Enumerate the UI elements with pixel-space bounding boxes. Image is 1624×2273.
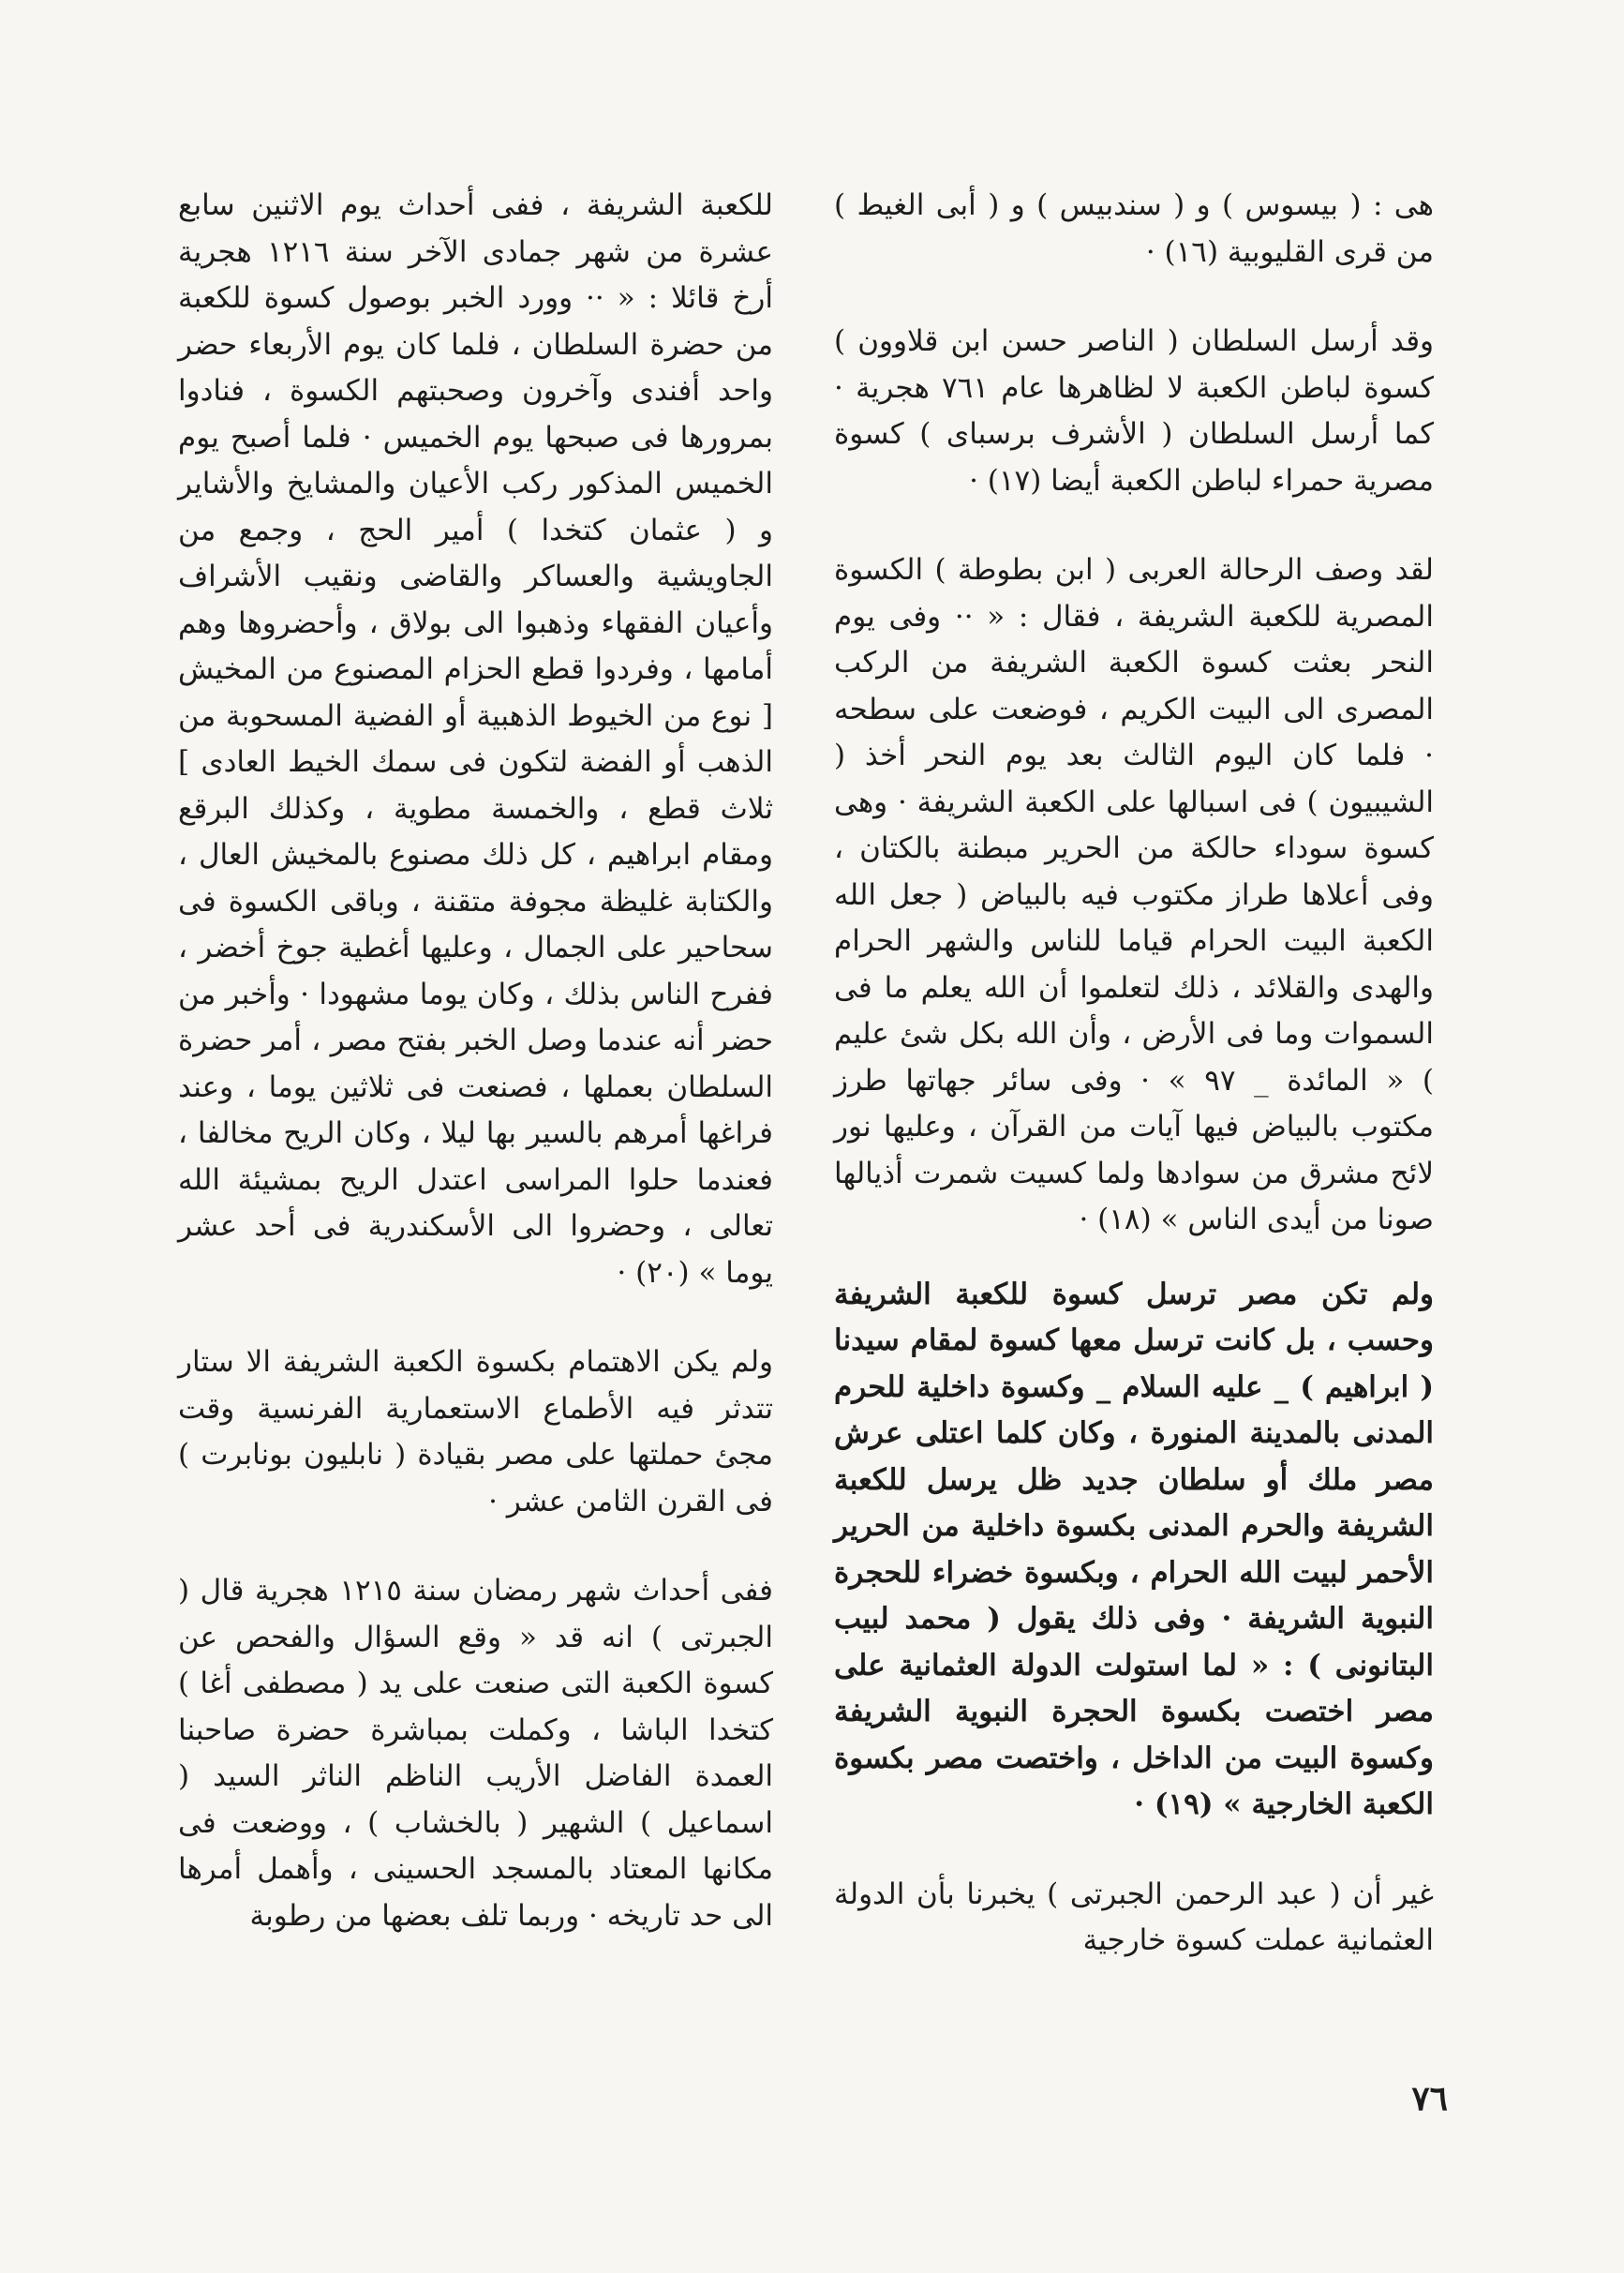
right-text-column <box>834 183 1434 1965</box>
paragraph: لقد وصف الرحالة العربى ( ابن بطوطة ) الكسوة المصرية للكعبة الشريفة ، فقال : « ·· وفى يوم النحر بعثت كسوة الكعبة الشريفة من الركب المصرى الى البيت الكريم ، فوضعت على سطحه · فلما كان اليوم الثالث بعد يوم النحر أخذ ( الشيبيون ) فى اسبالها على الكعبة الشريفة · وهى كسوة سوداء حالكة من الحرير مبطنة بالكتان ، وفى أعلاها طراز مكتوب فيه بالبياض ( جعل الله الكعبة البيت الحرام قياما للناس والشهر الحرام والهدى والقلائد ، ذلك لتعلموا أن الله يعلم ما فى السموات وما فى الأرض ، وأن الله بكل شئ عليم ) « المائدة _ ٩٧ » · وفى سائر جهاتها طرز مكتوب بالبياض فيها آيات من القرآن ، وعليها نور لائح مشرق من سوادها ولما كسيت شمرت أذيالها صونا من أيدى الناس » (١٨) · <box>834 553 1435 1236</box>
paragraph: وقد أرسل السلطان ( الناصر حسن ابن قلاوون ) كسوة لباطن الكعبة لا لظاهرها عام ٧٦١ هجرية · كما أرسل السلطان ( الأشرف برسباى ) كسوة مصرية حمراء لباطن الكعبة أيضا (١٧) · <box>834 324 1434 498</box>
left-text-column <box>178 183 773 1939</box>
paragraph: للكعبة الشريفة ، ففى أحداث يوم الاثنين سابع عشرة من شهر جمادى الآخر سنة ١٢١٦ هجرية أرخ قائلا : « ·· وورد الخبر بوصول كسوة للكعبة من حضرة السلطان ، فلما كان يوم الأربعاء حضر واحد أفندى وآخرون وصحبتهم الكسوة ، فنادوا بمرورها فى صبحها يوم الخميس · فلما أصبح يوم الخميس المذكور ركب الأعيان والمشايخ والأشاير و ( عثمان كتخدا ) أمير الحج ، وجمع من الجاويشية والعساكر والقاضى ونقيب الأشراف وأعيان الفقهاء وذهبوا الى بولاق ، وأحضروها وهم أمامها ، وفردوا قطع الحزام المصنوع من المخيش [ نوع من الخيوط الذهبية أو الفضية المسحوبة من الذهب أو الفضة لتكون فى سمك الخيط العادى ] ثلاث قطع ، والخمسة مطوية ، وكذلك البرقع ومقام ابراهيم ، كل ذلك مصنوع بالمخيش العال ، والكتابة غليظة مجوفة متقنة ، وباقى الكسوة فى سحاحير على الجمال ، وعليها أغطية جوخ أخضر ، ففرح الناس بذلك ، وكان يوما مشهودا · وأخبر من حضر أنه عندما وصل الخبر بفتح مصر ، أمر حضرة السلطان بعملها ، فصنعت فى ثلاثين يوما ، وعند فراغها أمرهم بالسير بها ليلا ، وكان الريح مخالفا ، فعندما حلوا المراسى اعتدل الريح بمشيئة الله تعالى ، وحضروا الى الأسكندرية فى أحد عشر يوما » (٢٠) · <box>178 188 773 1290</box>
paragraph: هى : ( بيسوس ) و ( سندبيس ) و ( أبى الغيط ) من قرى القليوبية (١٦) · <box>834 188 1434 269</box>
paragraph: غير أن ( عبد الرحمن الجبرتى ) يخبرنا بأن الدولة العثمانية عملت كسوة خارجية <box>834 1877 1434 1957</box>
paragraph: ولم يكن الاهتمام بكسوة الكعبة الشريفة الا ستار تتدثر فيه الأطماع الاستعمارية الفرنسية وقت مجئ حملتها على مصر بقيادة ( نابليون بونابرت ) فى القرن الثامن عشر · <box>178 1345 773 1518</box>
page-number: ٧٦ <box>1411 2079 1448 2118</box>
paragraph: ففى أحداث شهر رمضان سنة ١٢١٥ هجرية قال ( الجبرتى ) انه قد « وقع السؤال والفحص عن كسوة الكعبة التى صنعت على يد ( مصطفى أغا ) كتخدا الباشا ، وكملت بمباشرة حضرة صاحبنا العمدة الفاضل الأريب الناظم الناثر السيد ( اسماعيل ) الشهير ( بالخشاب ) ، ووضعت فى مكانها المعتاد بالمسجد الحسينى ، وأهمل أمرها الى حد تاريخه · وربما تلف بعضها من رطوبة <box>178 1574 773 1933</box>
bold-paragraph: ولم تكن مصر ترسل كسوة للكعبة الشريفة وحسب ، بل كانت ترسل معها كسوة لمقام سيدنا ( ابراهيم ) _ عليه السلام _ وكسوة داخلية للحرم المدنى بالمدينة المنورة ، وكان كلما اعتلى عرش مصر ملك أو سلطان جديد ظل يرسل للكعبة الشريفة والحرم المدنى بكسوة داخلية من الحرير الأحمر لبيت الله الحرام ، وبكسوة خضراء للحجرة النبوية الشريفة · وفى ذلك يقول ( محمد لبيب البتانونى ) : « لما استولت الدولة العثمانية على مصر اختصت بكسوة الحجرة النبوية الشريفة وكسوة البيت من الداخل ، واختصت مصر بكسوة الكعبة الخارجية » (١٩) · <box>834 1277 1434 1821</box>
